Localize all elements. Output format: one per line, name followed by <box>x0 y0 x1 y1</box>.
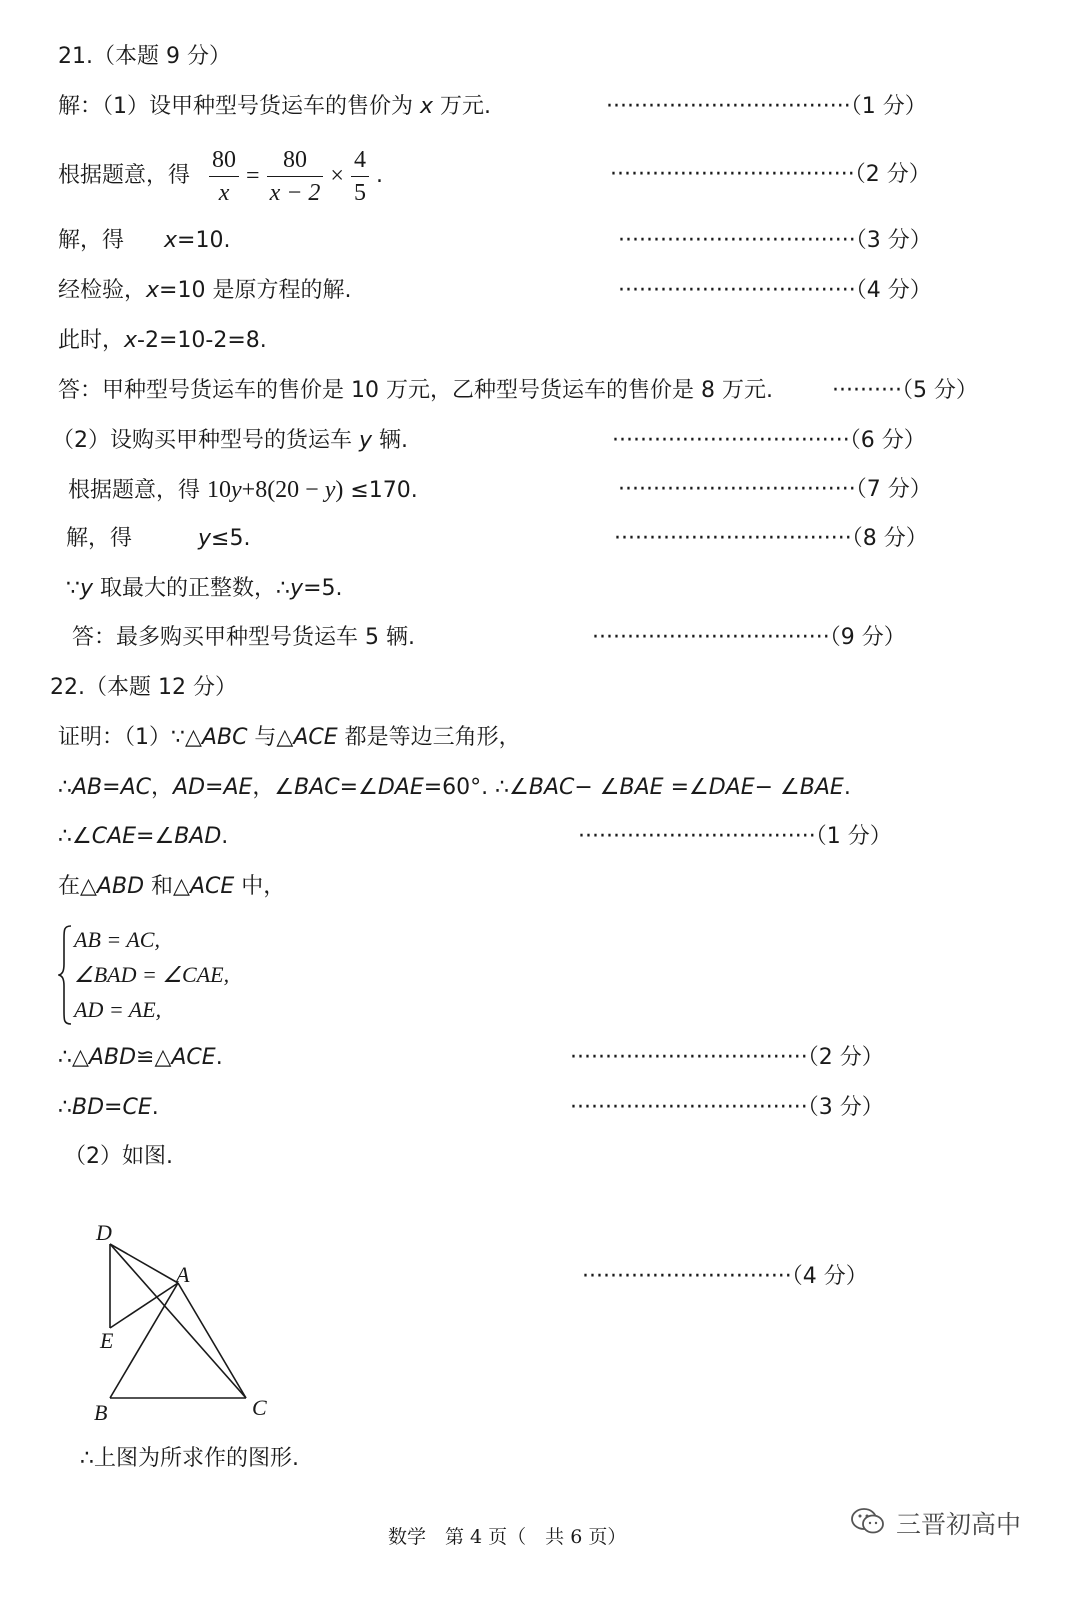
q21-line4: 经检验，x=10 是原方程的解. <box>58 278 352 303</box>
q22-line4: 在△ABD 和△ACE 中， <box>58 874 286 899</box>
q22-line7: （2）如图. <box>64 1144 173 1169</box>
segment-EA <box>110 1283 178 1328</box>
q21-line8-score: ··································（7 分） <box>618 477 932 502</box>
q21-line7: （2）设购买甲种型号的货运车 y 辆. <box>52 428 409 453</box>
q21-line2-score: ···································（2 分） <box>610 162 931 187</box>
fraction-4-over-5: $\frac{4}{5}$ <box>351 146 369 207</box>
page-footer: 数学 第 4 页（ 共 6 页） <box>388 1526 627 1548</box>
segment-AC <box>178 1283 246 1398</box>
fraction-80-over-x-minus-2: $\frac{80}{x - 2}$ <box>267 146 324 207</box>
q21-line6: 答：甲种型号货运车的售价是 10 万元，乙种型号货运车的售价是 8 万元. <box>58 378 773 403</box>
q21-line8: 根据题意，得 10y+8(20 − y) ≤170. <box>68 477 418 503</box>
q21-line7-score: ··································（6 分） <box>612 428 926 453</box>
q22-line2: ∴AB=AC，AD=AE，∠BAC=∠DAE=60°. ∴∠BAC− ∠BAE =∠DAE− ∠BAE. <box>58 775 851 800</box>
triangle-figure <box>80 1210 290 1430</box>
q22-line6-score: ··································（3 分） <box>570 1095 884 1120</box>
label-D: D <box>96 1220 112 1245</box>
q21-line9: 解，得 y≤5. <box>66 526 251 551</box>
wechat-icon <box>850 1507 886 1535</box>
equation-system <box>74 922 229 1027</box>
q22-line5: ∴△ABD≌△ACE. <box>58 1045 223 1070</box>
label-E: E <box>100 1328 114 1353</box>
q21-line11-score: ··································（9 分） <box>592 625 906 650</box>
q21-line11: 答：最多购买甲种型号货运车 5 辆. <box>72 625 415 650</box>
q22-header: 22.（本题 12 分） <box>50 675 237 700</box>
system-line-3: AD = AE, <box>74 997 162 1022</box>
q21-line1: 解：（1）设甲种型号货运车的售价为 x 万元. <box>58 94 492 119</box>
q22-line5-score: ··································（2 分） <box>570 1045 884 1070</box>
watermark-text: 三晋初高中 <box>896 1510 1022 1539</box>
system-line-1: AB = AC, <box>74 927 160 952</box>
q21-line9-score: ··································（8 分） <box>614 526 928 551</box>
label-B: B <box>94 1400 108 1425</box>
label-C: C <box>252 1395 267 1420</box>
fraction-80-over-x: $\frac{80}{x}$ <box>209 146 239 207</box>
q21-line3: 解，得 x=10. <box>58 228 231 253</box>
segment-DA <box>110 1244 178 1283</box>
q21-line4-score: ··································（4 分） <box>618 278 932 303</box>
q22-line9: ∴上图为所求作的图形. <box>80 1446 299 1471</box>
q21-header: 21.（本题 9 分） <box>58 44 231 69</box>
label-A: A <box>176 1262 190 1287</box>
q21-line6-score: ··········（5 分） <box>832 378 978 403</box>
q21-line10: ∵y 取最大的正整数，∴y=5. <box>66 576 343 601</box>
q21-line1-score: ···································（1 分） <box>606 94 927 119</box>
system-line-2: ∠BAD = ∠CAE, <box>74 962 230 987</box>
q21-line2: 根据题意，得 $\frac{80}{x}$ = $\frac{80}{x - 2}$ × $\frac{4}{5}$ . <box>58 146 383 206</box>
left-brace <box>58 924 74 1026</box>
q22-line3-score: ··································（1 分） <box>578 824 892 849</box>
segment-AB <box>110 1283 178 1398</box>
q21-line5: 此时，x-2=10-2=8. <box>58 328 267 353</box>
q21-line3-score: ··································（3 分） <box>618 228 932 253</box>
q22-line3: ∴∠CAE=∠BAD. <box>58 824 229 849</box>
q22-figure-score: ······························（4 分） <box>582 1264 868 1289</box>
q22-line6: ∴BD=CE. <box>58 1095 159 1120</box>
q22-line1: 证明：（1）∵△ABC 与△ACE 都是等边三角形， <box>58 725 521 750</box>
